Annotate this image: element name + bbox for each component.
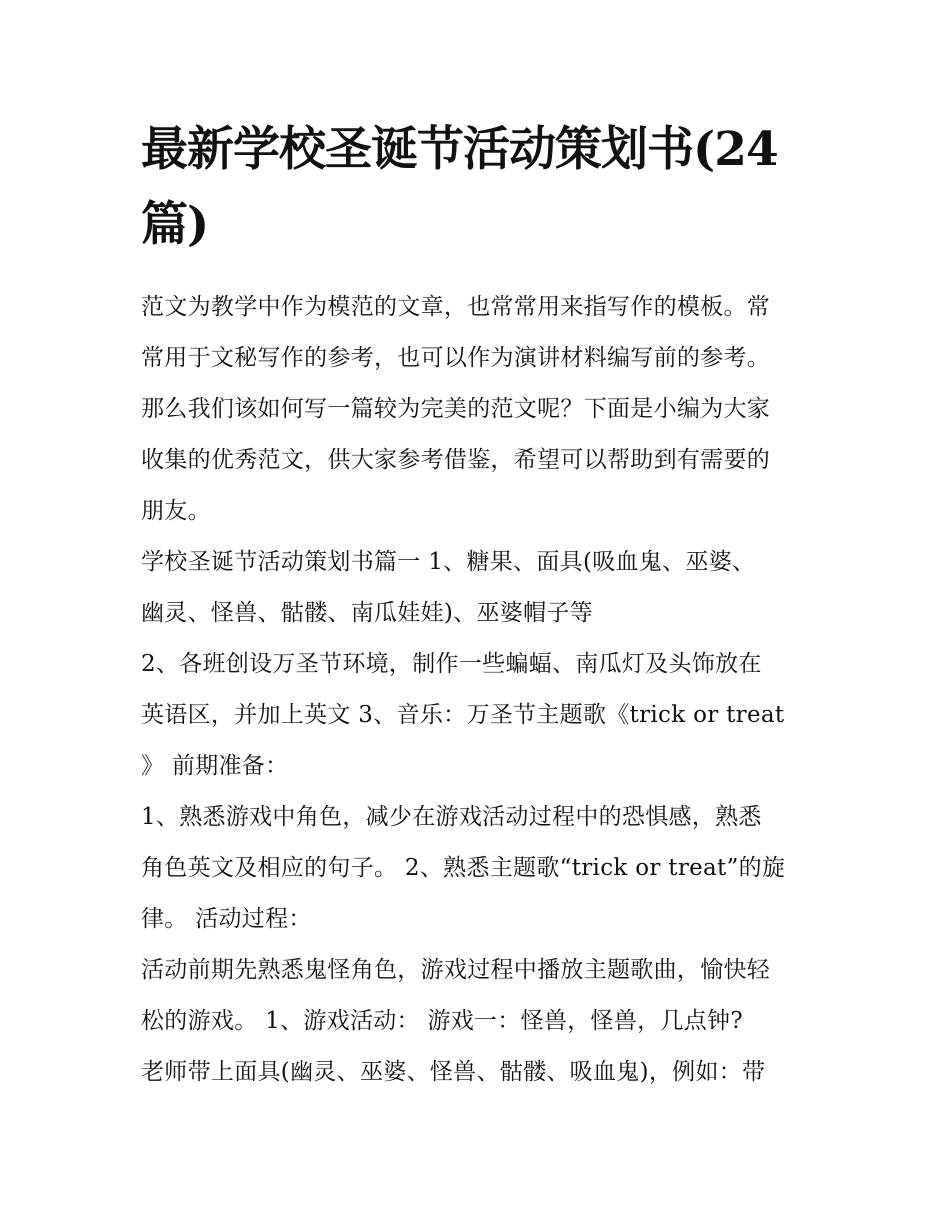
- text-line: 律。 活动过程：: [141, 906, 312, 932]
- text-line: 英语区，并加上英文 3、音乐：万圣节主题歌《trick or treat: [141, 702, 785, 728]
- title-line: 最新学校圣诞节活动策划书(24: [141, 122, 778, 177]
- document-page: [141, 112, 813, 1098]
- text-line: 活动前期先熟悉鬼怪角色，游戏过程中播放主题歌曲，愉快轻: [141, 957, 771, 983]
- text-line: 范文为教学中作为模范的文章，也常常用来指写作的模板。常: [141, 294, 771, 320]
- page-title: [141, 112, 813, 262]
- text-line: 2、各班创设万圣节环境，制作一些蝙蝠、南瓜灯及头饰放在: [141, 651, 762, 677]
- paragraph-preparation: [141, 792, 813, 945]
- text-line: 松的游戏。 1、游戏活动： 游戏一：怪兽，怪兽，几点钟?: [141, 1008, 743, 1034]
- text-line: 朋友。: [141, 498, 211, 524]
- title-line: 篇): [141, 197, 209, 252]
- text-line: 收集的优秀范文，供大家参考借鉴，希望可以帮助到有需要的: [141, 447, 771, 473]
- text-line: 幽灵、怪兽、骷髅、南瓜娃娃)、巫婆帽子等: [141, 600, 593, 626]
- text-line: 常用于文秘写作的参考，也可以作为演讲材料编写前的参考。: [141, 345, 771, 371]
- text-line: 那么我们该如何写一篇较为完美的范文呢？下面是小编为大家: [141, 396, 771, 422]
- text-line: 学校圣诞节活动策划书篇一 1、糖果、面具(吸血鬼、巫婆、: [141, 549, 756, 575]
- text-line: 角色英文及相应的句子。 2、熟悉主题歌“trick or treat”的旋: [141, 855, 786, 881]
- paragraph-intro: [141, 282, 813, 537]
- text-line: 老师带上面具(幽灵、巫婆、怪兽、骷髅、吸血鬼)，例如：带: [141, 1059, 766, 1085]
- text-line: 1、熟悉游戏中角色，减少在游戏活动过程中的恐惧感，熟悉: [141, 804, 762, 830]
- paragraph-materials: [141, 537, 813, 639]
- paragraph-environment: [141, 639, 813, 792]
- paragraph-activity: [141, 945, 813, 1098]
- text-line: 》 前期准备：: [141, 753, 289, 779]
